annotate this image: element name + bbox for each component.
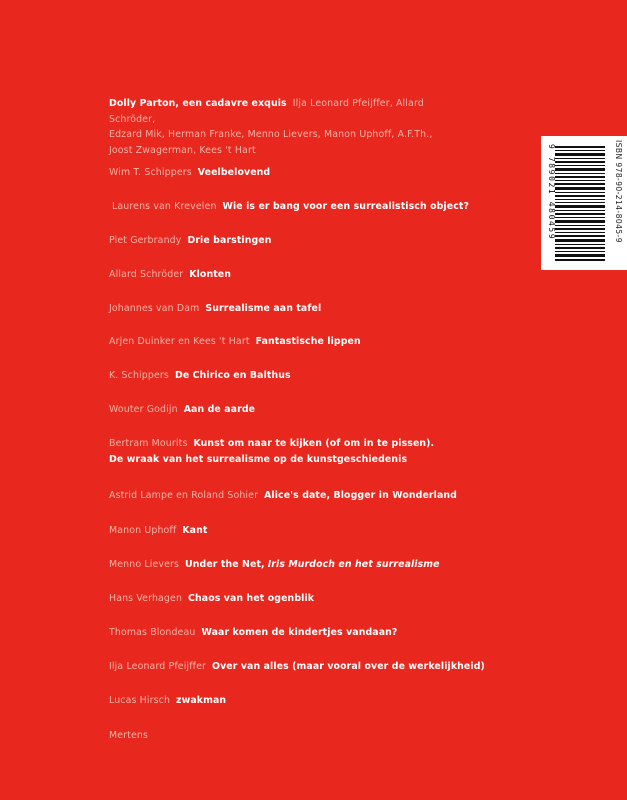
list-item (109, 728, 148, 744)
entry-author: Astrid Lampe en Roland Sohier (109, 490, 259, 501)
entry-author: Manon Uphoff (109, 525, 177, 536)
entry-title: zwakman (176, 695, 227, 706)
entry-title: Fantastische lippen (255, 336, 361, 347)
entry-title-line-2: De wraak van het surrealisme op de kunstgeschiedenis (109, 453, 408, 465)
entry-author: K. Schippers (109, 370, 169, 381)
entry-author: Allard Schröder (109, 269, 184, 280)
entry-title: Surrealisme aan tafel (205, 303, 322, 314)
entry-author-line-2: Edzard Mik, Herman Franke, Menno Lievers, Manon Uphoff, A.F.Th., (109, 129, 433, 140)
entry-title: Over van alles (maar vooral over de werkelijkheid) (212, 661, 485, 672)
entry-title: Waar komen de kindertjes vandaan? (201, 627, 398, 638)
entry-title: Mertens (109, 730, 149, 741)
entry-title: Drie barstingen (187, 235, 272, 246)
entry-author: Lucas Hirsch (109, 695, 171, 706)
list-item (109, 233, 272, 249)
list-item (109, 96, 449, 158)
list-item (109, 301, 321, 317)
list-item (112, 199, 472, 215)
entry-title: Klonten (189, 269, 232, 280)
entry-title: Under the Net, (185, 559, 265, 570)
entry-author: Arjen Duinker en Kees 't Hart (109, 336, 250, 347)
entry-author: Bertram Mourits (109, 438, 188, 449)
list-item (109, 523, 207, 539)
entry-author: Piet Gerbrandy (109, 235, 182, 246)
entry-title: Aan de aarde (183, 404, 256, 415)
entry-author: Laurens van Krevelen (112, 201, 217, 212)
entry-title: Dolly Parton, een cadavre exquis (109, 98, 287, 109)
entry-author: Hans Verhagen (109, 593, 183, 604)
list-item (109, 402, 255, 418)
list-item (109, 693, 226, 709)
entry-author: Ilja Leonard Pfeijffer, Allard Schröder, (109, 98, 424, 125)
entry-title: Alice's date, Blogger in Wonderland (264, 490, 457, 501)
list-item (109, 165, 270, 181)
list-item (109, 557, 469, 573)
entry-author: Menno Lievers (109, 559, 180, 570)
entry-title: Veelbelovend (197, 167, 271, 178)
entry-title: Chaos van het ogenblik (188, 593, 315, 604)
entry-title: Kunst om naar te kijken (of om in te pissen). (193, 438, 435, 449)
entry-title-italic: Iris Murdoch en het surrealisme (267, 559, 440, 570)
entry-author: Thomas Blondeau (109, 627, 196, 638)
entry-title: Kant (182, 525, 208, 536)
entry-author: Ilja Leonard Pfeijffer (109, 661, 207, 672)
entry-author: Wim T. Schippers (109, 167, 192, 178)
list-item (109, 267, 231, 283)
barcode-icon (555, 144, 605, 264)
list-item (109, 488, 469, 504)
list-item (109, 591, 314, 607)
list-item (109, 334, 361, 350)
list-item (109, 436, 469, 467)
isbn-text: ISBN 978-90-214-8045-9 (614, 140, 623, 243)
entry-title: De Chirico en Balthus (174, 370, 291, 381)
entry-author: Johannes van Dam (109, 303, 200, 314)
entry-title: Wie is er bang voor een surrealistisch object? (222, 201, 469, 212)
list-item (109, 368, 291, 384)
barcode-label (541, 136, 627, 270)
entry-author: Wouter Godijn (109, 404, 178, 415)
barcode-digits: 9 789021 480459 (547, 144, 556, 241)
list-item (109, 625, 469, 641)
entry-author-line-3: Joost Zwagerman, Kees 't Hart (109, 144, 256, 156)
list-item (109, 659, 489, 675)
